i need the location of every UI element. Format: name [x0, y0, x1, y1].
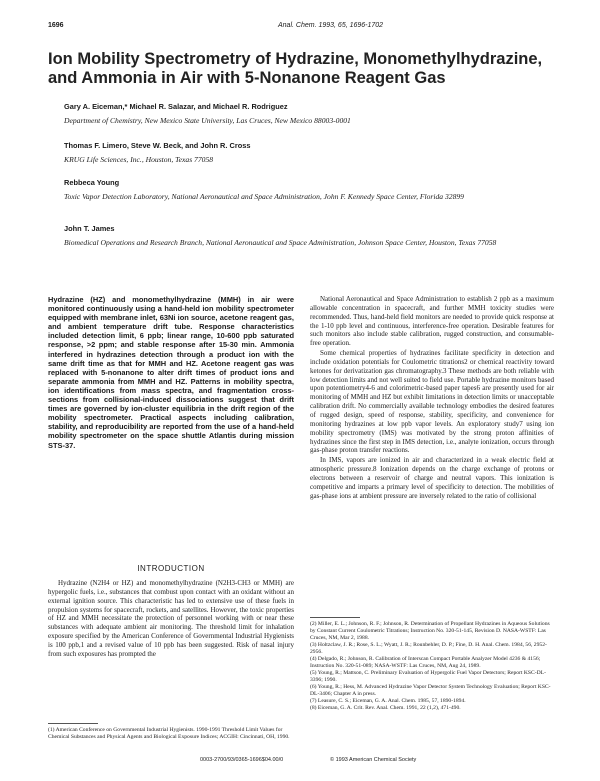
footnote: (1) American Conference on Governmental Industrial Hygienists. 1990-1991 Threshold Limit Values for Chemical Substances and Physical Agents and Biological Exposure Indices; ACGIH: Cincinnati, OH, 1990.	[48, 727, 290, 740]
article-title: Ion Mobility Spectrometry of Hydrazine, Monomethylhydrazine, and Ammonia in Air with 5-Nonanone Reagent Gas	[48, 50, 543, 87]
footnote: (3) Holtzclaw, J. R.; Rose, S. L.; Wyatt, J. R.; Rounbehler, D. P.; Fine, D. H. Anal. Chem. 1984, 56, 2952-2956.	[310, 642, 547, 655]
paragraph: National Aeronautical and Space Administration to establish 2 ppb as a maximum allowable concentration in spacecraft, and further MMH toxicity studies were recommended. Thus, hand-held field monitors are needed to provide quick response at the 1-10 ppb level and continuous, interference-free operation. Desirable features for such monitors also include stable calibration, rugged construction, and consumable-free operation.	[310, 295, 554, 348]
journal-citation: Anal. Chem. 1993, 65, 1696-1702	[278, 22, 384, 29]
author-group-2	[64, 141, 564, 165]
right-column-text	[310, 295, 554, 501]
footnote: (2) Miller, E. L.; Johnson, R. F.; Johnson, R. Determination of Propellant Hydrazines in Aqueous Solutions by Constant Current Coulometric Titrations; Instruction No. 320-51-145, Revision D. NASA-WSTF: Las Cruces, NM, Mar 2, 1988.	[310, 621, 550, 641]
footnote: (4) Delgado, R.; Johnson, R. Calibration of Interscan Compact Portable Analyzer Model 4236 & 4156; Instruction No. 320-51-089; NASA-WSTF: Las Cruces, NM, Aug 24, 1989.	[310, 656, 541, 669]
author-affiliation: Toxic Vapor Detection Laboratory, National Aeronautical and Space Administration, John F. Kennedy Space Center, Florida 32899	[64, 192, 464, 201]
author-affiliation: Biomedical Operations and Research Branch, National Aeronautical and Space Administration, Johnson Space Center, Houston, Texas 77058	[64, 238, 497, 247]
author-affiliation: KRUG Life Sciences, Inc., Houston, Texas 77058	[64, 155, 214, 164]
footnote: (7) Leasure, C. S.; Eiceman, G. A. Anal. Chem. 1985, 57, 1890-1894.	[310, 698, 466, 704]
abstract: Hydrazine (HZ) and monomethylhydrazine (MMH) in air were monitored continuously using a hand-held ion mobility spectrometer equipped with membrane inlet, 63Ni ion source, acetone reagent gas, and ambient temperature drift tube. Response characteristics included detection limit, 6 ppb; linear range, 10-600 ppb saturated response, >2 ppm; and stable response after 15-30 min. Ammonia interfered in hydrazines detection through a product ion with the same drift time as that for MMH and HZ. Acetone reagent gas was replaced with 5-nonanone to alter drift times of product ions and separate ammonia from MMH and HZ. Patterns in mobility spectra, ion identifications from mass spectra, and fragmentation cross-sections from collisional-induced dissociations suggest that drift times are governed by ion-cluster equilibria in the drift region of the mobility spectrometer. Practical aspects including calibration, stability, and reproducibility are reported from the use of a hand-held mobility spectrometer on the space shuttle Atlantis during mission STS-37.	[48, 295, 294, 450]
page-number: 1696	[48, 22, 64, 29]
footnote-divider	[310, 617, 360, 618]
section-heading-introduction: INTRODUCTION	[137, 564, 205, 573]
paragraph: Some chemical properties of hydrazines facilitate specificity in detection and include oxidation potentials for Coulometric titrations2 or chemical reactivity toward ketones for derivatization gas chromatography.3 These methods are both reliable with low detection limits and not well suited to field use. Portable hydrazine monitors based upon potentiometry4-6 and colorimetric-based paper tapes6 are presently used for air monitoring of MMH and HZ but exhibit limitations in detection limits or unacceptable calibration drift. No commercially available technology embodies the desired features of rugged design, speed of response, stability, specificity, and convenience for monitoring hydrazines at low ppb vapor levels. An exploratory study7 using ion mobility spectrometry (IMS) was motivated by the strong proton affinities of hydrazines since the first step in IMS detection, i.e., analyte ionization, occurs through gas-phase proton transfer reactions.	[310, 349, 554, 455]
copyright-notice: © 1993 American Chemical Society	[330, 757, 417, 763]
paragraph: Hydrazine (N2H4 or HZ) and monomethylhydrazine (N2H3-CH3 or MMH) are hypergolic fuels, i.e., substances that combust upon contact with an oxidant without an external ignition source. This characteristic has led to extensive use of these fuels in propulsion systems for spacecraft, rockets, and satellites. However, the toxic properties of HZ and MMH necessitate the protection of personnel working with or near these substances with adequate ambient air monitoring. The threshold limit for inhalation exposure specified by the American Conference of Governmental Industrial Hygienists is 100 ppb,1 and a revised value of 10 ppb has been suggested. Risk of nasal injury from such exposures has prompted the	[48, 579, 294, 658]
author-group-3	[64, 178, 564, 202]
author-names: Gary A. Eiceman,* Michael R. Salazar, and Michael R. Rodriguez	[64, 102, 288, 111]
author-group-4	[64, 224, 564, 248]
author-names: John T. James	[64, 224, 115, 233]
author-group-1	[64, 102, 564, 126]
author-names: Rebbeca Young	[64, 178, 120, 187]
article-code: 0003-2700/93/0365-1696$04.00/0	[200, 757, 284, 763]
footnotes-list	[310, 621, 554, 712]
author-names: Thomas F. Limero, Steve W. Beck, and John R. Cross	[64, 141, 251, 150]
introduction-text	[48, 579, 294, 659]
paragraph: In IMS, vapors are ionized in air and characterized in a weak electric field at atmospheric pressure.8 Ionization depends on the charge exchange of protons or electrons between a reservoir of charge and neutral vapors. This ionization is competitive and imparts a primary level of specificity to detection. The mobilities of gas-phase ions at ambient pressure are inversely related to the ratio of collisional	[310, 456, 554, 500]
footnote: (8) Eiceman, G. A. Crit. Rev. Anal. Chem. 1991, 22 (1,2), 471-490.	[310, 705, 461, 711]
author-affiliation: Department of Chemistry, New Mexico State University, Las Cruces, New Mexico 88003-0001	[64, 116, 351, 125]
footnote-divider	[48, 723, 98, 724]
footnote: (5) Young, R.; Mattson, C. Preliminary Evaluation of Hypergolic Fuel Vapor Detectors; Report KSC-DL-3396; 1990.	[310, 670, 546, 683]
footnote: (6) Young, R.; Hess, M. Advanced Hydrazine Vapor Detector System Technology Evaluation; Report KSC-DL-3406; Chapter A in press.	[310, 684, 551, 697]
